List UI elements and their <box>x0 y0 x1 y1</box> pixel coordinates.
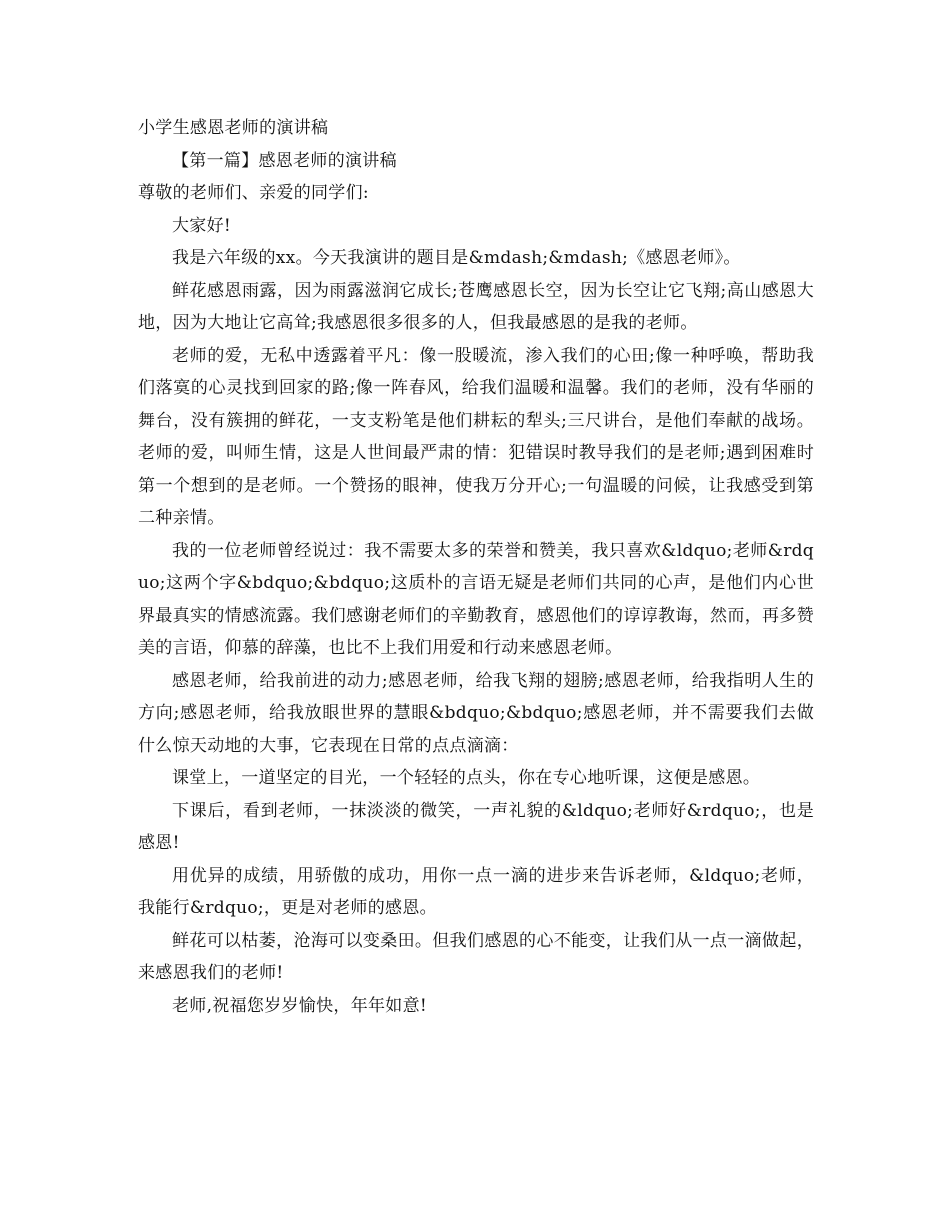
paragraph-progress: 用优异的成绩，用骄傲的成功，用你一点一滴的进步来告诉老师，&ldquo;老师，我能行&rdquo;，更是对老师的感恩。 <box>138 865 814 918</box>
paragraph-teacher-quote: 我的一位老师曾经说过：我不需要太多的荣誉和赞美，我只喜欢&ldquo;老师&rdquo;这两个字&bdquo;&bdquo;这质朴的言语无疑是老师们共同的心声，是他们内心世界最真实的情感流露。我们感谢老师们的辛勤教育，感恩他们的谆谆教诲，然而，再多赞美的言语，仰慕的辞藻，也比不上我们用爱和行动来感恩老师。 <box>138 540 814 658</box>
paragraph-blessing: 老师,祝福您岁岁愉快，年年如意! <box>172 995 428 1016</box>
paragraph-classroom: 课堂上，一道坚定的目光，一个轻轻的点头，你在专心地听课，这便是感恩。 <box>172 768 761 788</box>
paragraph-introduction: 我是六年级的xx。今天我演讲的题目是&mdash;&mdash;《感恩老师》。 <box>172 248 741 268</box>
paragraph-gratitude-list: 感恩老师，给我前进的动力;感恩老师，给我飞翔的翅膀;感恩老师，给我指明人生的方向;感恩老师，给我放眼世界的慧眼&bdquo;&bdquo;感恩老师，并不需要我们去做什么惊天动地的大事，它表现在日常的点点滴滴： <box>138 670 814 756</box>
salutation: 尊敬的老师们、亲爱的同学们: <box>138 183 369 203</box>
document-title: 小学生感恩老师的演讲稿 <box>138 118 329 138</box>
paragraph-teacher-love: 老师的爱，无私中透露着平凡：像一股暖流，渗入我们的心田;像一种呼唤，帮助我们落寞的心灵找到回家的路;像一阵春风，给我们温暖和温馨。我们的老师，没有华丽的舞台，没有簇拥的鲜花，一支支粉笔是他们耕耘的犁头;三尺讲台，是他们奉献的战场。老师的爱，叫师生情，这是人世间最严肃的情：犯错误时教导我们的是老师;遇到困难时第一个想到的是老师。一个赞扬的眼神，使我万分开心;一句温暖的问候，让我感受到第二种亲情。 <box>138 345 814 528</box>
paragraph-after-class: 下课后，看到老师，一抹淡淡的微笑，一声礼貌的&ldquo;老师好&rdquo;，也是感恩! <box>138 800 814 853</box>
paragraph-unchanging-heart: 鲜花可以枯萎，沧海可以变桑田。但我们感恩的心不能变，让我们从一点一滴做起，来感恩我们的老师! <box>138 930 814 983</box>
section-title: 【第一篇】感恩老师的演讲稿 <box>172 150 397 171</box>
document-page <box>138 112 814 1022</box>
paragraph-gratitude-metaphor: 鲜花感恩雨露，因为雨露滋润它成长;苍鹰感恩长空，因为长空让它飞翔;高山感恩大地，因为大地让它高耸;我感恩很多很多的人，但我最感恩的是我的老师。 <box>138 280 814 333</box>
paragraph-greeting: 大家好! <box>172 215 232 236</box>
